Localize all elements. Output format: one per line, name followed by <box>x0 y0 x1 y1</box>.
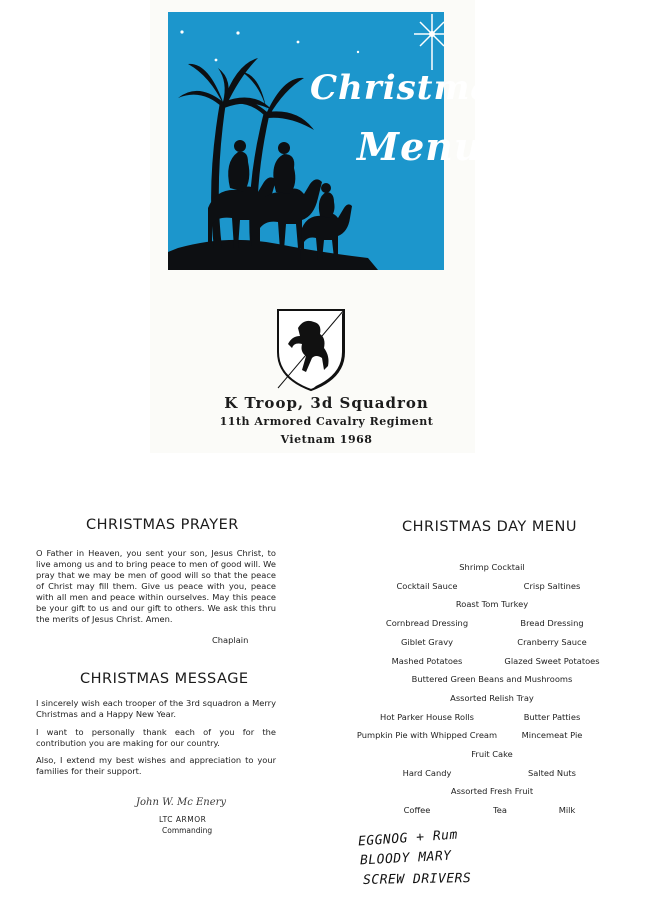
menu-item: Buttered Green Beans and Mushrooms <box>411 674 573 685</box>
handwritten-note-line: BLOODY MARY <box>359 848 452 869</box>
menu-item: Assorted Relish Tray <box>450 692 534 703</box>
menu-item: Bread Dressing <box>520 618 584 629</box>
menu-item: Crisp Saltines <box>523 580 581 591</box>
menu-item: Cornbread Dressing <box>385 618 469 629</box>
menu-row <box>372 599 612 610</box>
menu-item: Pumpkin Pie with Whipped Cream <box>356 730 498 741</box>
horse-crest-icon <box>276 308 346 392</box>
message-paragraph: I want to personally thank each of you for the contribution you are making for our country. <box>36 727 276 748</box>
menu-row <box>372 581 612 592</box>
commander-rank: LTC ARMOR <box>159 815 207 824</box>
menu-item: Milk <box>558 805 576 816</box>
menu-row <box>372 768 612 779</box>
cover-title-christmas: Christmas <box>310 68 514 108</box>
menu-row <box>372 618 612 629</box>
menu-row <box>372 712 612 723</box>
menu-row <box>372 656 612 667</box>
message-paragraph: Also, I extend my best wishes and appreciation to your families for their support. <box>36 755 276 776</box>
message-heading: CHRISTMAS MESSAGE <box>80 671 249 687</box>
cover-unit-troop: K Troop, 3d Squadron <box>224 394 429 412</box>
menu-row <box>372 674 612 685</box>
menu-item: Tea <box>493 805 507 816</box>
menu-item: Coffee <box>403 805 431 816</box>
menu-item: Cranberry Sauce <box>517 636 587 647</box>
prayer-signature: Chaplain <box>212 635 249 645</box>
menu-row <box>372 749 612 760</box>
menu-item: Hard Candy <box>402 767 452 778</box>
menu-item: Hot Parker House Rolls <box>379 711 475 722</box>
menu-row <box>372 805 612 816</box>
menu-item: Roast Tom Turkey <box>455 599 529 610</box>
commander-role: Commanding <box>162 826 213 835</box>
menu-item: Mincemeat Pie <box>521 730 583 741</box>
menu-item: Salted Nuts <box>528 767 576 778</box>
message-paragraph: I sincerely wish each trooper of the 3rd squadron a Merry Christmas and a Happy New Year. <box>36 698 276 719</box>
menu-item: Shrimp Cocktail <box>459 562 525 572</box>
handwritten-note-line: SCREW DRIVERS <box>362 871 472 888</box>
prayer-body: O Father in Heaven, you sent your son, Jesus Christ, to live among us and to bring peace to men of good will. We pray that we may be men of good will so that the peace of Christ may fill them. Give us peace with you, peace with all men and peace within ourselves. May this peace be your gift to us and our gift to others. We ask this thru the merits of Jesus Christ. Amen. <box>36 548 276 624</box>
menu-row <box>372 637 612 648</box>
cover-title-menu: Menu <box>357 124 483 169</box>
cover-unit-location-year: Vietnam 1968 <box>280 433 373 446</box>
menu-item: Giblet Gravy <box>400 636 454 647</box>
menu-item: Butter Patties <box>523 711 581 722</box>
menu-row <box>372 562 612 573</box>
menu-item: Fruit Cake <box>471 749 513 759</box>
menu-item: Assorted Fresh Fruit <box>450 786 534 797</box>
menu-item: Glazed Sweet Potatoes <box>504 655 600 666</box>
menu-row <box>372 693 612 704</box>
menu-row <box>356 730 612 741</box>
handwritten-note-line: EGGNOG + Rum <box>357 827 459 850</box>
menu-item: Mashed Potatoes <box>391 655 463 666</box>
prayer-heading: CHRISTMAS PRAYER <box>86 517 239 533</box>
menu-heading: CHRISTMAS DAY MENU <box>402 519 577 535</box>
commander-signature: John W. Mc Enery <box>136 797 227 808</box>
menu-item: Cocktail Sauce <box>396 580 458 591</box>
menu-row <box>372 786 612 797</box>
cover-unit-regiment: 11th Armored Cavalry Regiment <box>219 415 434 428</box>
